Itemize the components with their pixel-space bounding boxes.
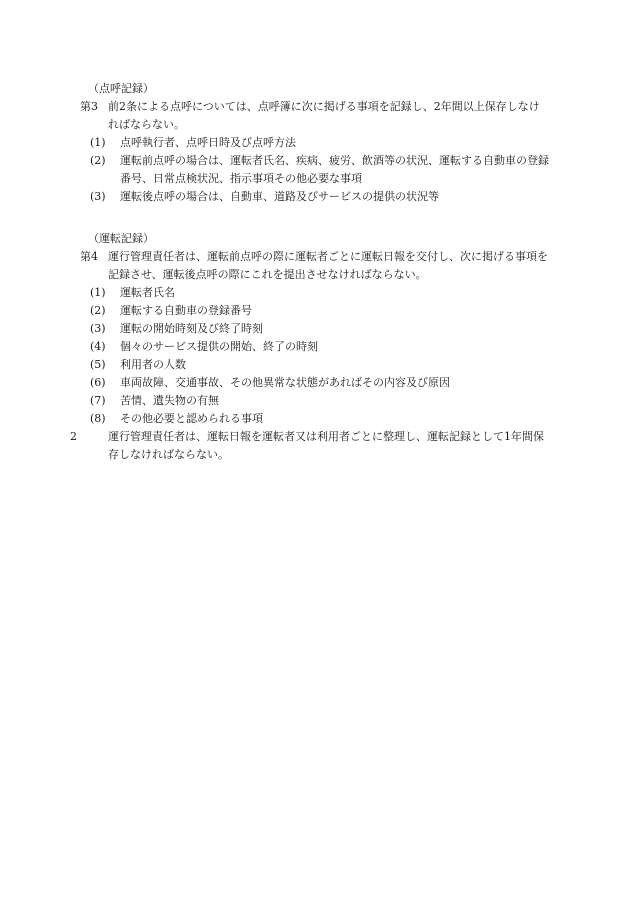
item-number: (8) xyxy=(90,412,106,425)
item-text: 個々のサービス提供の開始、終了の時刻 xyxy=(120,340,318,353)
paragraph-2-text: 運行管理責任者は、運転日報を運転者又は利用者ごとに整理し、運転記録として1年間保存しなければならない。 xyxy=(108,430,544,461)
article-4-body xyxy=(80,248,550,284)
article-4-item-list xyxy=(80,284,550,428)
item-text: その他必要と認められる事項 xyxy=(120,412,263,425)
item-number: (3) xyxy=(90,322,106,335)
item-text: 運転する自動車の登録番号 xyxy=(120,304,252,317)
item-number: (1) xyxy=(90,136,106,149)
item-number: (7) xyxy=(90,394,106,407)
item-number: (4) xyxy=(90,340,106,353)
item-number: (5) xyxy=(90,358,106,371)
list-item xyxy=(80,188,550,206)
article-3-item-list xyxy=(80,134,550,206)
article-4-number: 第4 xyxy=(80,250,98,263)
list-item xyxy=(80,374,550,392)
item-number: (1) xyxy=(90,286,106,299)
list-item xyxy=(80,284,550,302)
list-item xyxy=(80,320,550,338)
list-item xyxy=(80,338,550,356)
item-text: 利用者の人数 xyxy=(120,358,186,371)
item-number: (2) xyxy=(90,304,106,317)
article-4-section xyxy=(70,230,550,464)
list-item xyxy=(80,410,550,428)
item-text: 車両故障、交通事故、その他異常な状態があればその内容及び原因 xyxy=(120,376,450,389)
item-text: 運転者氏名 xyxy=(120,286,175,299)
article-3-text: 前2条による点呼については、点呼簿に次に掲げる事項を記録し、2年間以上保存しなければならない。 xyxy=(108,100,540,131)
item-text: 運転後点呼の場合は、自動車、道路及びサービスの提供の状況等 xyxy=(120,190,439,203)
article-4-paragraph-2 xyxy=(70,428,550,464)
article-4-heading: （運転記録） xyxy=(88,232,154,245)
item-text: 運転前点呼の場合は、運転者氏名、疾病、疲労、飲酒等の状況、運転する自動車の登録番号、日常点検状況、指示事項その他必要な事項 xyxy=(120,154,549,185)
list-item xyxy=(80,134,550,152)
item-text: 運転の開始時刻及び終了時刻 xyxy=(120,322,263,335)
article-3-number: 第3 xyxy=(80,100,98,113)
paragraph-2-number: 2 xyxy=(70,430,77,443)
article-3-heading: （点呼記録） xyxy=(88,82,154,95)
item-text: 苦情、遺失物の有無 xyxy=(120,394,219,407)
list-item xyxy=(80,152,550,188)
list-item xyxy=(80,392,550,410)
item-text: 点呼執行者、点呼日時及び点呼方法 xyxy=(120,136,296,149)
list-item xyxy=(80,302,550,320)
list-item xyxy=(80,356,550,374)
article-3-section xyxy=(80,80,550,206)
article-4-text: 運行管理責任者は、運転前点呼の際に運転者ごとに運転日報を交付し、次に掲げる事項を記録させ、運転後点呼の際にこれを提出させなければならない。 xyxy=(108,250,548,281)
item-number: (2) xyxy=(90,154,106,167)
article-3-body xyxy=(80,98,550,134)
item-number: (3) xyxy=(90,190,106,203)
item-number: (6) xyxy=(90,376,106,389)
